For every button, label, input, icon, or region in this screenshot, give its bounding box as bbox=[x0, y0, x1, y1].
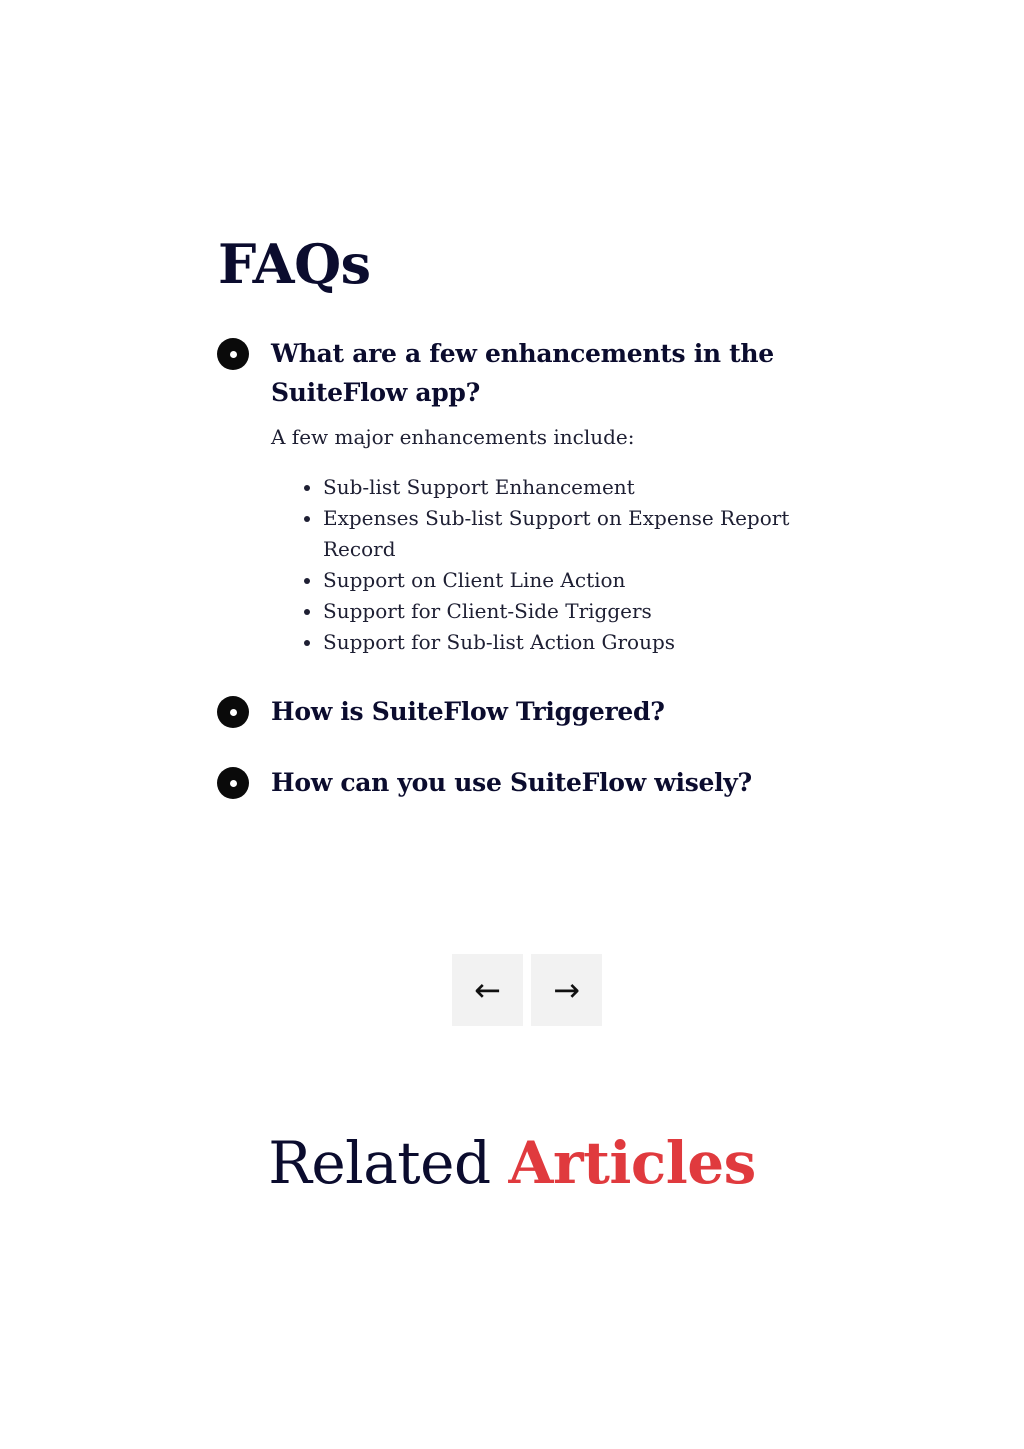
dot-icon bbox=[230, 780, 237, 787]
list-item: • Sub-list Support Enhancement bbox=[323, 472, 808, 503]
dot-icon bbox=[230, 351, 237, 358]
faq-toggle-icon[interactable] bbox=[217, 767, 249, 799]
list-item: • Expenses Sub-list Support on Expense Report Record bbox=[323, 503, 808, 565]
faq-title: FAQs bbox=[218, 232, 371, 296]
faq-toggle-icon[interactable] bbox=[217, 338, 249, 370]
pagination bbox=[452, 954, 602, 1026]
faq-question[interactable]: How is SuiteFlow Triggered? bbox=[271, 697, 665, 726]
list-item: • Support for Client-Side Triggers bbox=[323, 596, 808, 627]
related-heading-plain: Related bbox=[268, 1129, 491, 1197]
faq-toggle-icon[interactable] bbox=[217, 696, 249, 728]
faq-item-use-wisely bbox=[218, 763, 808, 802]
faq-answer-list bbox=[271, 472, 808, 658]
faq-item-triggered bbox=[218, 692, 808, 731]
prev-button[interactable]: ← bbox=[452, 954, 523, 1026]
related-heading-accent: Articles bbox=[508, 1129, 756, 1197]
faq-list bbox=[218, 334, 808, 802]
faq-section bbox=[218, 232, 808, 802]
faq-question[interactable]: What are a few enhancements in the SuiteFlow app? bbox=[271, 339, 774, 407]
faq-answer bbox=[271, 422, 808, 658]
dot-icon bbox=[230, 709, 237, 716]
faq-item-enhancements bbox=[218, 334, 808, 660]
faq-answer-intro: A few major enhancements include: bbox=[271, 425, 635, 449]
next-button[interactable]: → bbox=[531, 954, 602, 1026]
list-item: • Support for Sub-list Action Groups bbox=[323, 627, 808, 658]
list-item: • Support on Client Line Action bbox=[323, 565, 808, 596]
faq-question[interactable]: How can you use SuiteFlow wisely? bbox=[271, 768, 752, 797]
related-articles-heading bbox=[0, 1128, 1024, 1198]
